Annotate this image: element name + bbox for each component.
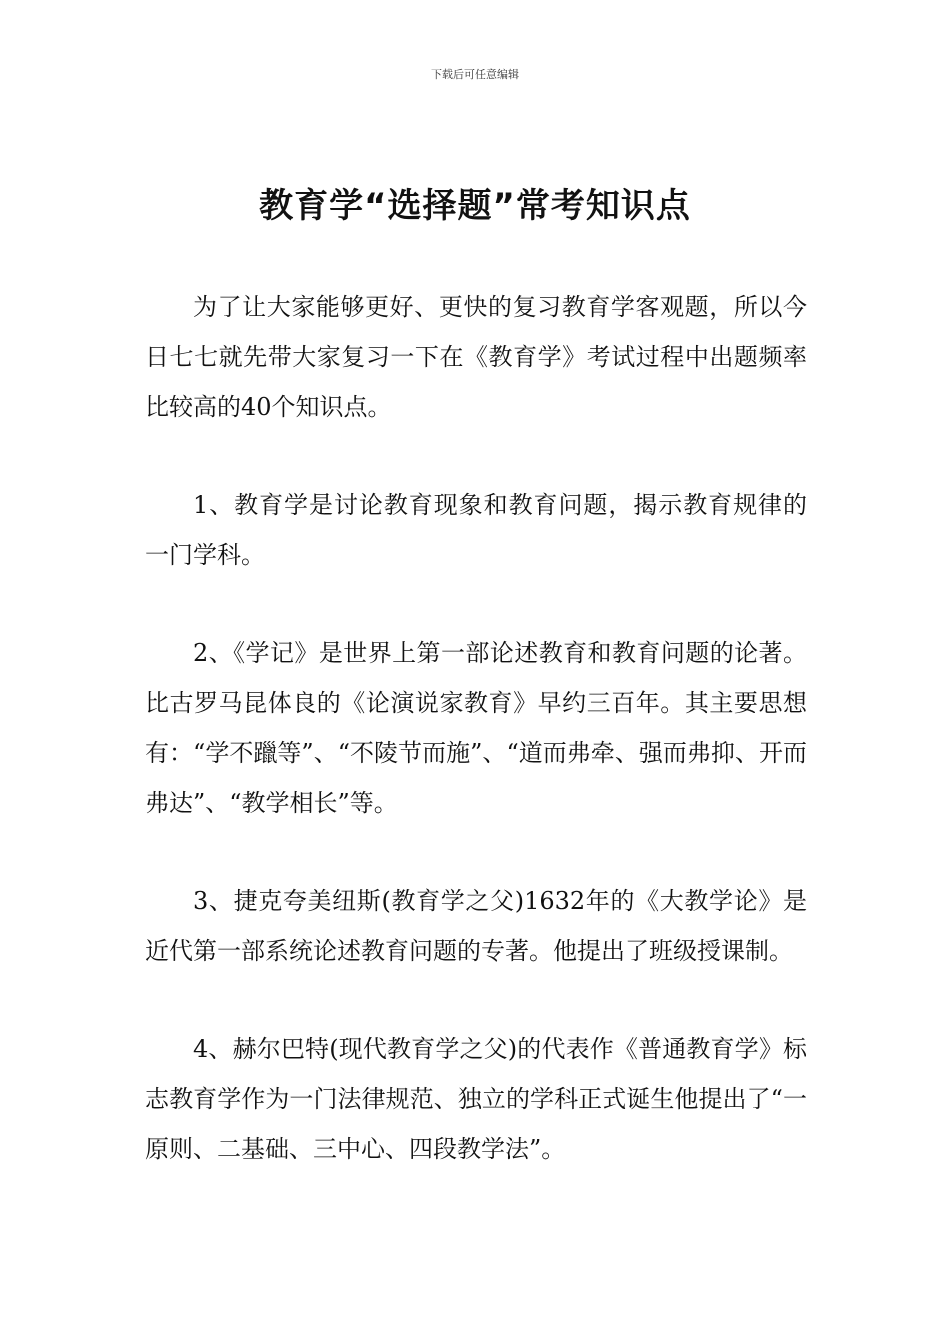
document-title: 教育学“选择题”常考知识点 [259,186,691,226]
knowledge-point-4: 4、赫尔巴特(现代教育学之父)的代表作《普通教育学》标志教育学作为一门法律规范、独立的学科正式诞生他提出了“一原则、二基础、三中心、四段教学法”。 [145,1035,807,1163]
knowledge-point-2: 2、《学记》是世界上第一部论述教育和教育问题的论著。比古罗马昆体良的《论演说家教育》早约三百年。其主要思想有：“学不躐等”、“不陵节而施”、“道而弗牵、强而弗抑、开而弗达”、“教学相长”等。 [145,639,807,817]
knowledge-point-1: 1、教育学是讨论教育现象和教育问题，揭示教育规律的一门学科。 [145,491,807,569]
knowledge-point-3: 3、捷克夸美纽斯(教育学之父)1632年的《大教学论》是近代第一部系统论述教育问题的专著。他提出了班级授课制。 [145,887,807,965]
header-note: 下载后可任意编辑 [431,68,519,81]
document-body [145,282,807,1222]
intro-paragraph: 为了让大家能够更好、更快的复习教育学客观题，所以今日七七就先带大家复习一下在《教育学》考试过程中出题频率比较高的40个知识点。 [145,293,807,421]
